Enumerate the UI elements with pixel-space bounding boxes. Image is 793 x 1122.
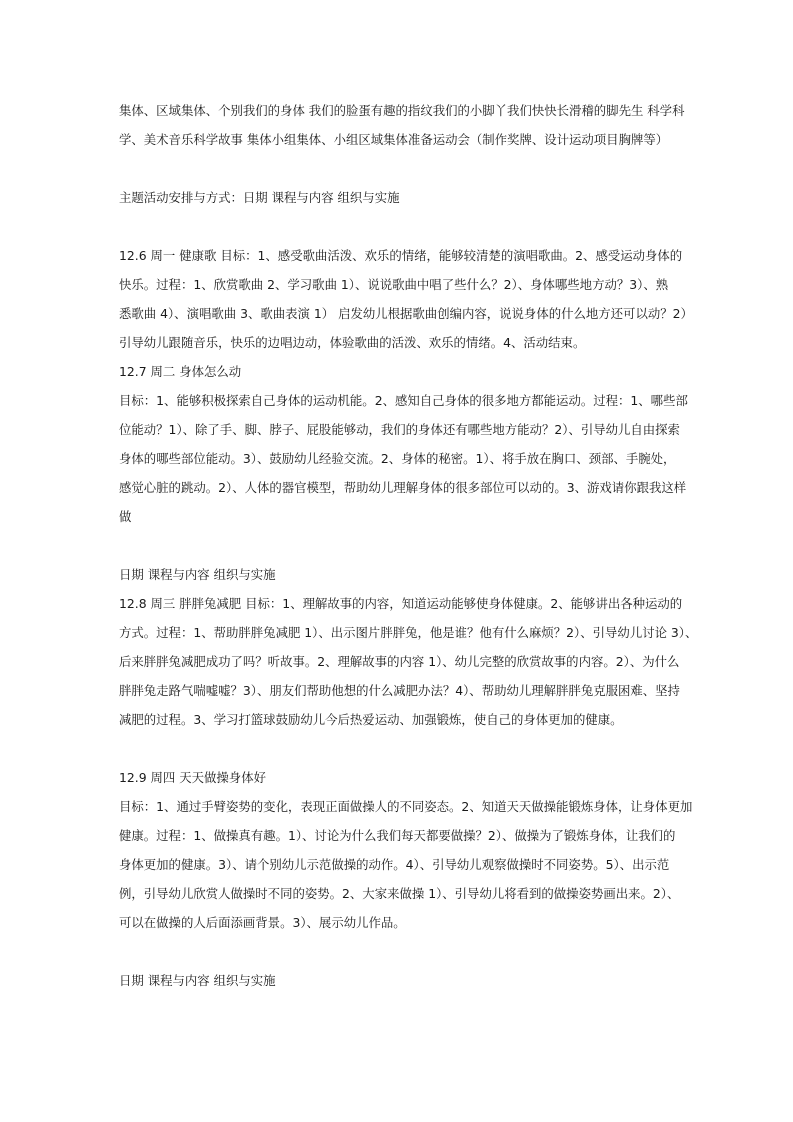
paragraph-wednesday <box>119 560 698 734</box>
text-line: 胖胖兔走路气喘嘘嘘？3）、朋友们帮助他想的什么减肥办法？4）、帮助幼儿理解胖胖兔克服困难、坚持 <box>119 683 680 698</box>
text-line: 感觉心脏的跳动。2）、人体的器官模型，帮助幼儿理解身体的很多部位可以动的。3、游戏请你跟我这样 <box>119 480 687 495</box>
document-page <box>119 96 698 995</box>
text-line: 日期 课程与内容 组织与实施 <box>119 567 276 582</box>
text-line: 主题活动安排与方式：日期 课程与内容 组织与实施 <box>119 190 400 205</box>
text-line: 目标：1、通过手臂姿势的变化，表现正面做操人的不同姿态。2、知道天天做操能锻炼身体，让身体更加 <box>119 799 693 814</box>
paragraph-monday-tuesday <box>119 241 693 531</box>
text-line: 快乐。过程：1、欣赏歌曲 2、学习歌曲 1）、说说歌曲中唱了些什么？2）、身体哪些地方动？3）、熟 <box>119 277 669 292</box>
text-line: 12.8 周三 胖胖兔减肥 目标：1、理解故事的内容，知道运动能够使身体健康。2、能够讲出各种运动的 <box>119 596 683 611</box>
text-line: 目标：1、能够积极探索自己身体的运动机能。2、感知自己身体的很多地方都能运动。过程：1、哪些部 <box>119 393 688 408</box>
text-line: 位能动？1）、除了手、脚、脖子、屁股能够动，我们的身体还有哪些地方能动？2）、引导幼儿自由探索 <box>119 422 680 437</box>
text-line: 可以在做操的人后面添画背景。3）、展示幼儿作品。 <box>119 915 406 930</box>
text-line: 减肥的过程。3、学习打篮球鼓励幼儿今后热爱运动、加强锻炼，使自己的身体更加的健康。 <box>119 712 623 727</box>
text-line: 做 <box>119 509 132 524</box>
paragraph-theme-arrangement <box>119 183 679 212</box>
text-line: 学、美术音乐科学故事 集体小组集体、小组区域集体准备运动会（制作奖牌、设计运动项目胸牌等） <box>119 132 669 147</box>
text-line: 后来胖胖兔减肥成功了吗？听故事。2、理解故事的内容 1）、幼儿完整的欣赏故事的内容。2）、为什么 <box>119 654 680 669</box>
paragraph-table-header <box>119 966 679 995</box>
text-line: 身体的哪些部位能动。3）、鼓励幼儿经验交流。2、身体的秘密。1）、将手放在胸口、颈部、手腕处， <box>119 451 676 466</box>
text-line: 集体、区域集体、个别我们的身体 我们的脸蛋有趣的指纹我们的小脚丫我们快快长滑稽的脚先生 科学科 <box>119 103 685 118</box>
text-line: 引导幼儿跟随音乐，快乐的边唱边动，体验歌曲的活泼、欢乐的情绪。4、活动结束。 <box>119 335 586 350</box>
text-line: 悉歌曲 4）、演唱歌曲 3、歌曲表演 1） 启发幼儿根据歌曲创编内容，说说身体的什么地方还可以动？2） <box>119 306 693 321</box>
text-line: 方式。过程：1、帮助胖胖兔减肥 1）、出示图片胖胖兔，他是谁？他有什么麻烦？2）、引导幼儿讨论 3）、 <box>119 625 698 640</box>
text-line: 12.7 周二 身体怎么动 <box>119 364 242 379</box>
text-line: 例，引导幼儿欣赏人做操时不同的姿势。2、大家来做操 1）、引导幼儿将看到的做操姿势画出来。2）、 <box>119 886 680 901</box>
text-line: 健康。过程：1、做操真有趣。1）、讨论为什么我们每天都要做操？2）、做操为了锻炼身体，让我们的 <box>119 828 676 843</box>
paragraph-thursday <box>119 763 693 937</box>
paragraph-activity-types <box>119 96 685 154</box>
text-line: 12.9 周四 天天做操身体好 <box>119 770 266 785</box>
text-line: 日期 课程与内容 组织与实施 <box>119 973 276 988</box>
text-line: 身体更加的健康。3）、请个别幼儿示范做操的动作。4）、引导幼儿观察做操时不同姿势。5）、出示范 <box>119 857 670 872</box>
text-line: 12.6 周一 健康歌 目标：1、感受歌曲活泼、欢乐的情绪，能够较清楚的演唱歌曲。2、感受运动身体的 <box>119 248 683 263</box>
